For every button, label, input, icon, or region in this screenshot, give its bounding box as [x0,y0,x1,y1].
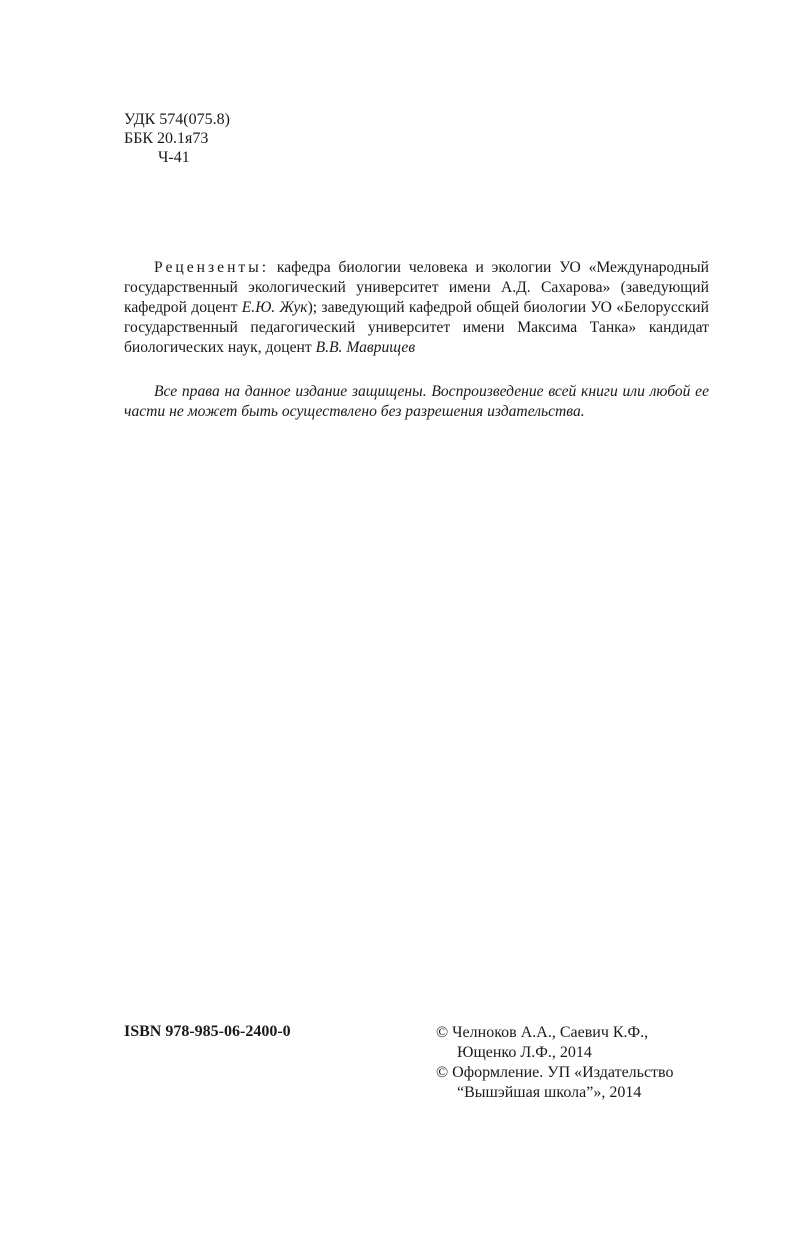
isbn: ISBN 978-985-06-2400-0 [124,1023,291,1040]
catalog-codes [124,110,230,167]
reviewers-text-1: кафедра биологии человека и экологии УО «Международный государственный экологический университет имени А.Д. Сахарова» (заведующий кафедрой доцент [124,259,709,316]
reviewers-text-2: ); заведующий кафедрой общей биологии УО «Белорусский государственный педагогический университет имени Максима Танка» кандидат биологических наук, доцент [124,299,709,356]
author-mark: Ч-41 [158,149,190,166]
copyright-block [436,1023,673,1103]
reviewer-name-2: В.В. Маврищев [315,339,416,356]
udk-code: УДК 574(075.8) [124,111,230,128]
copyright-authors-cont: Ющенко Л.Ф., 2014 [457,1044,592,1061]
reviewer-name-1: Е.Ю. Жук [241,299,308,316]
copyright-authors: © Челноков А.А., Саевич К.Ф., [436,1024,649,1041]
reviewers-label: Рецензенты: [154,259,270,276]
reviewers-paragraph [124,258,709,358]
bbk-code: ББК 20.1я73 [124,130,209,147]
rights-notice: Все права на данное издание защищены. Воспроизведение всей книги или любой ее части не может быть осуществлено без разрешения издательства. [124,383,709,420]
copyright-design-cont: “Вышэйшая школа”», 2014 [457,1084,642,1101]
copyright-design: © Оформление. УП «Издательство [436,1064,674,1081]
